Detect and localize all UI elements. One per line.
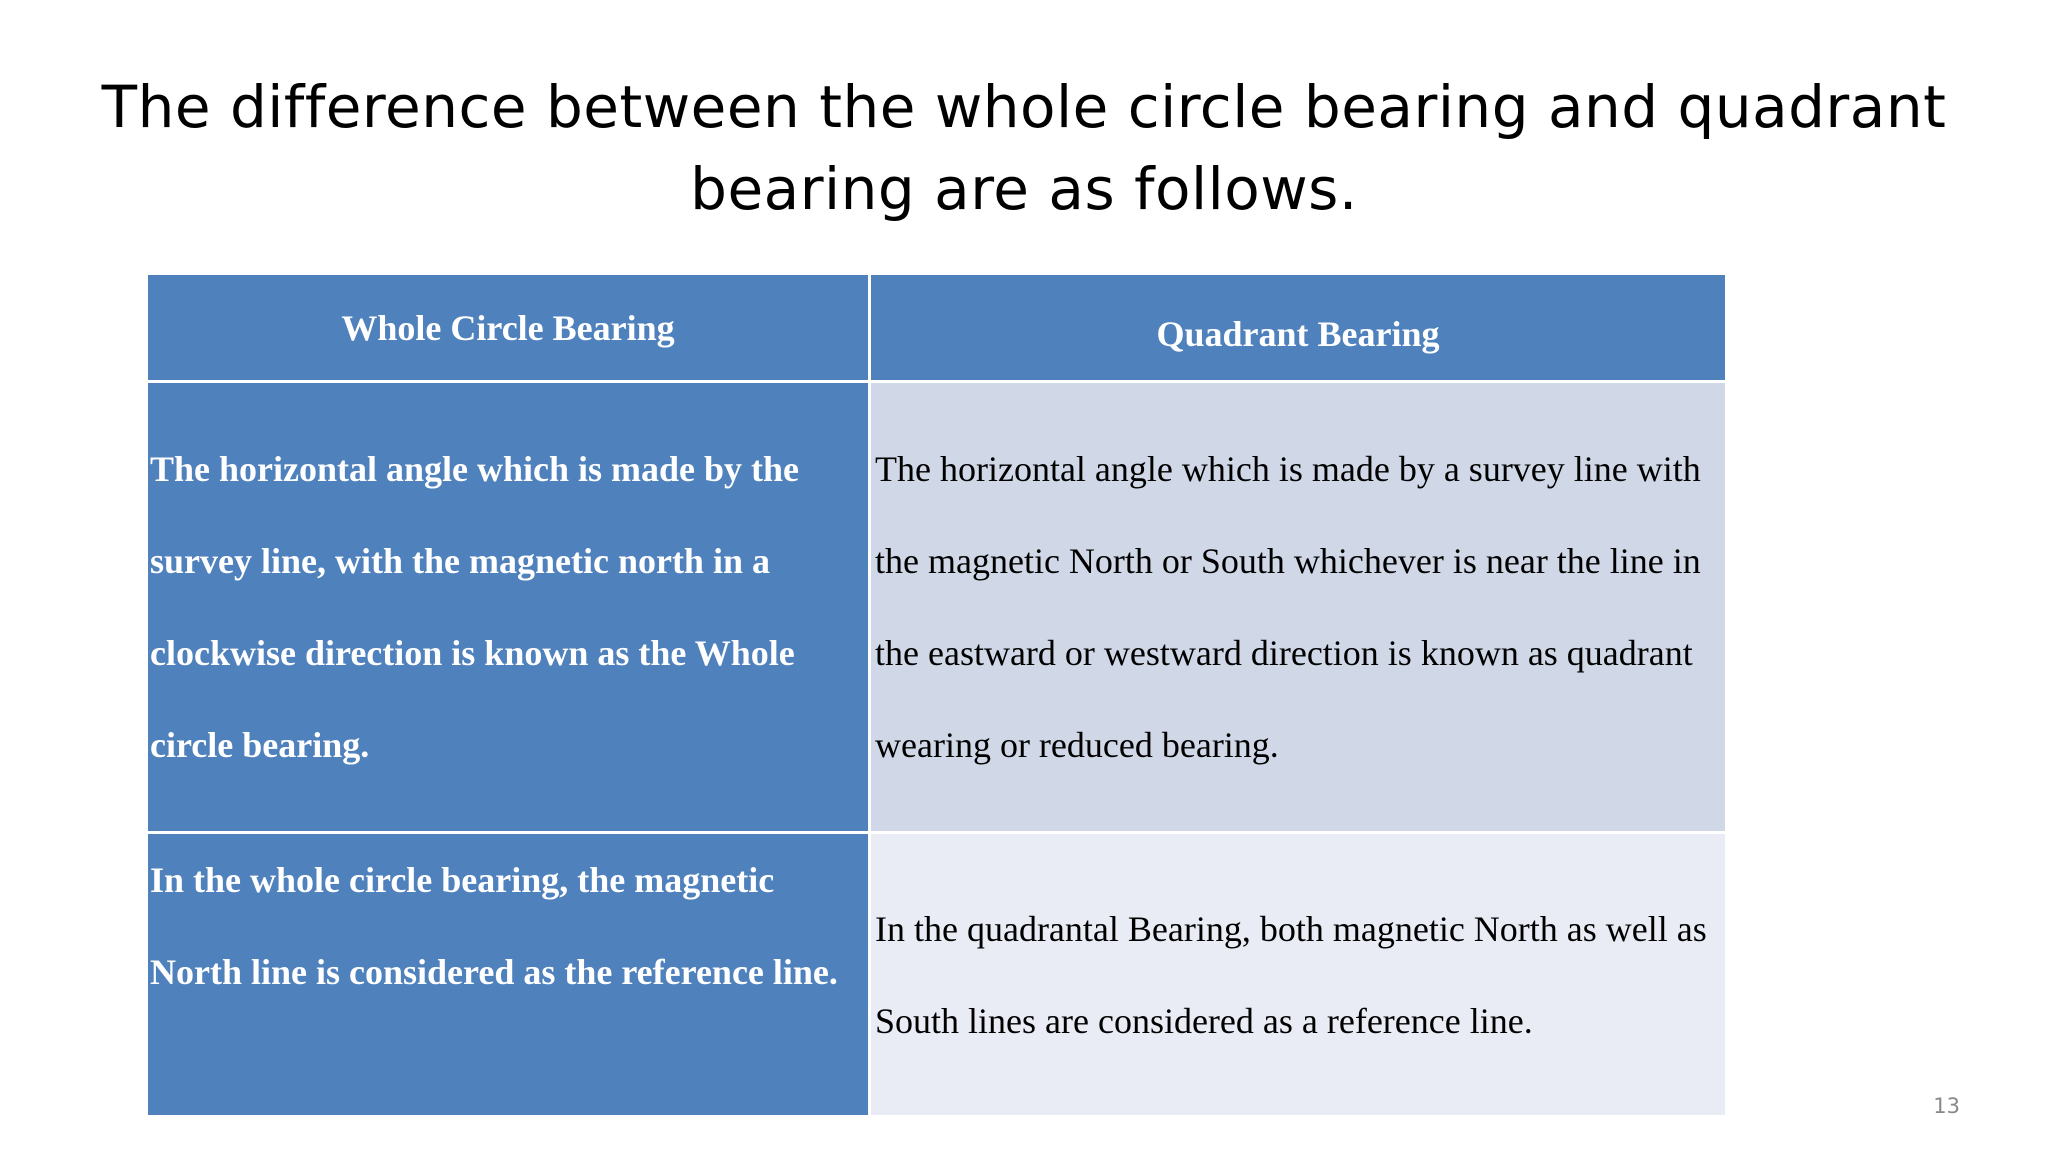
header-quadrant-bearing: Quadrant Bearing <box>870 274 1727 382</box>
table-header-row <box>147 274 1727 382</box>
cell-whole-circle-reference: In the whole circle bearing, the magnetic North line is considered as the reference line. <box>147 833 870 1117</box>
comparison-table <box>145 272 1728 1118</box>
page-number: 13 <box>1933 1094 1960 1118</box>
cell-quadrant-definition: The horizontal angle which is made by a survey line with the magnetic North or South whichever is near the line in the eastward or westward direction is known as quadrant wearing or reduced bearing. <box>870 382 1727 833</box>
slide-title: The difference between the whole circle bearing and quadrant bearing are as follows. <box>101 73 1947 223</box>
cell-quadrant-reference: In the quadrantal Bearing, both magnetic North as well as South lines are considered as a reference line. <box>870 833 1727 1117</box>
header-whole-circle-bearing: Whole Circle Bearing <box>147 274 870 382</box>
table-row <box>147 833 1727 1117</box>
table-row <box>147 382 1727 833</box>
cell-whole-circle-definition: The horizontal angle which is made by the survey line, with the magnetic north in a clockwise direction is known as the Whole circle bearing. <box>147 382 870 833</box>
